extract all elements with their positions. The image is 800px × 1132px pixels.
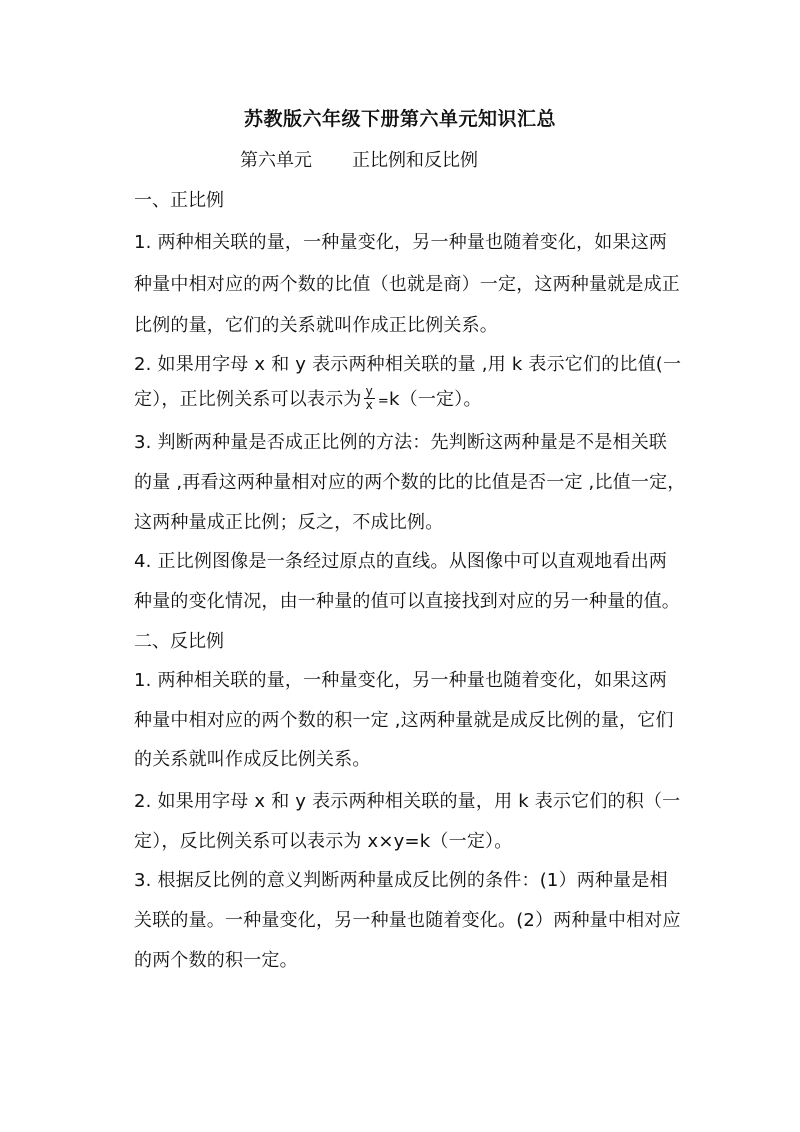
text-line: 种量中相对应的两个数的比值（也就是商）一定，这两种量就是成正 [134,274,680,295]
document-title: 苏教版六年级下册第六单元知识汇总 [243,108,556,130]
unit-subtitle [240,146,478,172]
text-line: 种量中相对应的两个数的积一定 ,这两种量就是成反比例的量，它们 [134,710,674,731]
formula-prefix: 定），正比例关系可以表示为 [134,389,362,410]
text-line: 3. 判断两种量是否成正比例的方法：先判断这两种量是不是相关联 [134,432,668,453]
equals-sign: = [377,394,390,409]
text-line: 的两个数的积一定。 [134,950,298,971]
text-line: 定），反比例关系可以表示为 x×y=k（一定）。 [134,831,513,852]
fraction-y-over-x [364,385,375,412]
text-line: 2. 如果用字母 x 和 y 表示两种相关联的量 ,用 k 表示它们的比值(一 [134,354,682,375]
text-line: 的量 ,再看这两种量相对应的两个数的比的比值是否一定 ,比值一定， [134,472,686,493]
text-line-with-formula [134,385,482,414]
text-line: 4. 正比例图像是一条经过原点的直线。从图像中可以直观地看出两 [134,551,668,572]
formula-suffix: k（一定）。 [389,389,482,410]
subtitle-unit: 第六单元 [240,150,312,171]
text-line: 的关系就叫作成反比例关系。 [134,749,371,770]
text-line: 1. 两种相关联的量，一种量变化，另一种量也随着变化，如果这两 [134,670,668,691]
text-line: 这两种量成正比例；反之，不成比例。 [134,512,444,533]
fraction-numerator: y [365,383,373,398]
subtitle-topic: 正比例和反比例 [352,150,478,171]
fraction-denominator: x [365,397,373,412]
section-heading-inverse-proportion: 二、反比例 [134,631,224,652]
text-line: 2. 如果用字母 x 和 y 表示两种相关联的量，用 k 表示它们的积（一 [134,791,681,812]
text-line: 关联的量。一种量变化，另一种量也随着变化。(2）两种量中相对应 [134,910,681,931]
text-line: 1. 两种相关联的量，一种量变化，另一种量也随着变化，如果这两 [134,232,668,253]
text-line: 种量的变化情况，由一种量的值可以直接找到对应的另一种量的值。 [134,591,680,612]
text-line: 3. 根据反比例的意义判断两种量成反比例的条件：(1）两种量是相 [134,870,668,891]
section-heading-direct-proportion: 一、正比例 [134,190,224,211]
text-line: 比例的量，它们的关系就叫作成正比例关系。 [134,315,498,336]
